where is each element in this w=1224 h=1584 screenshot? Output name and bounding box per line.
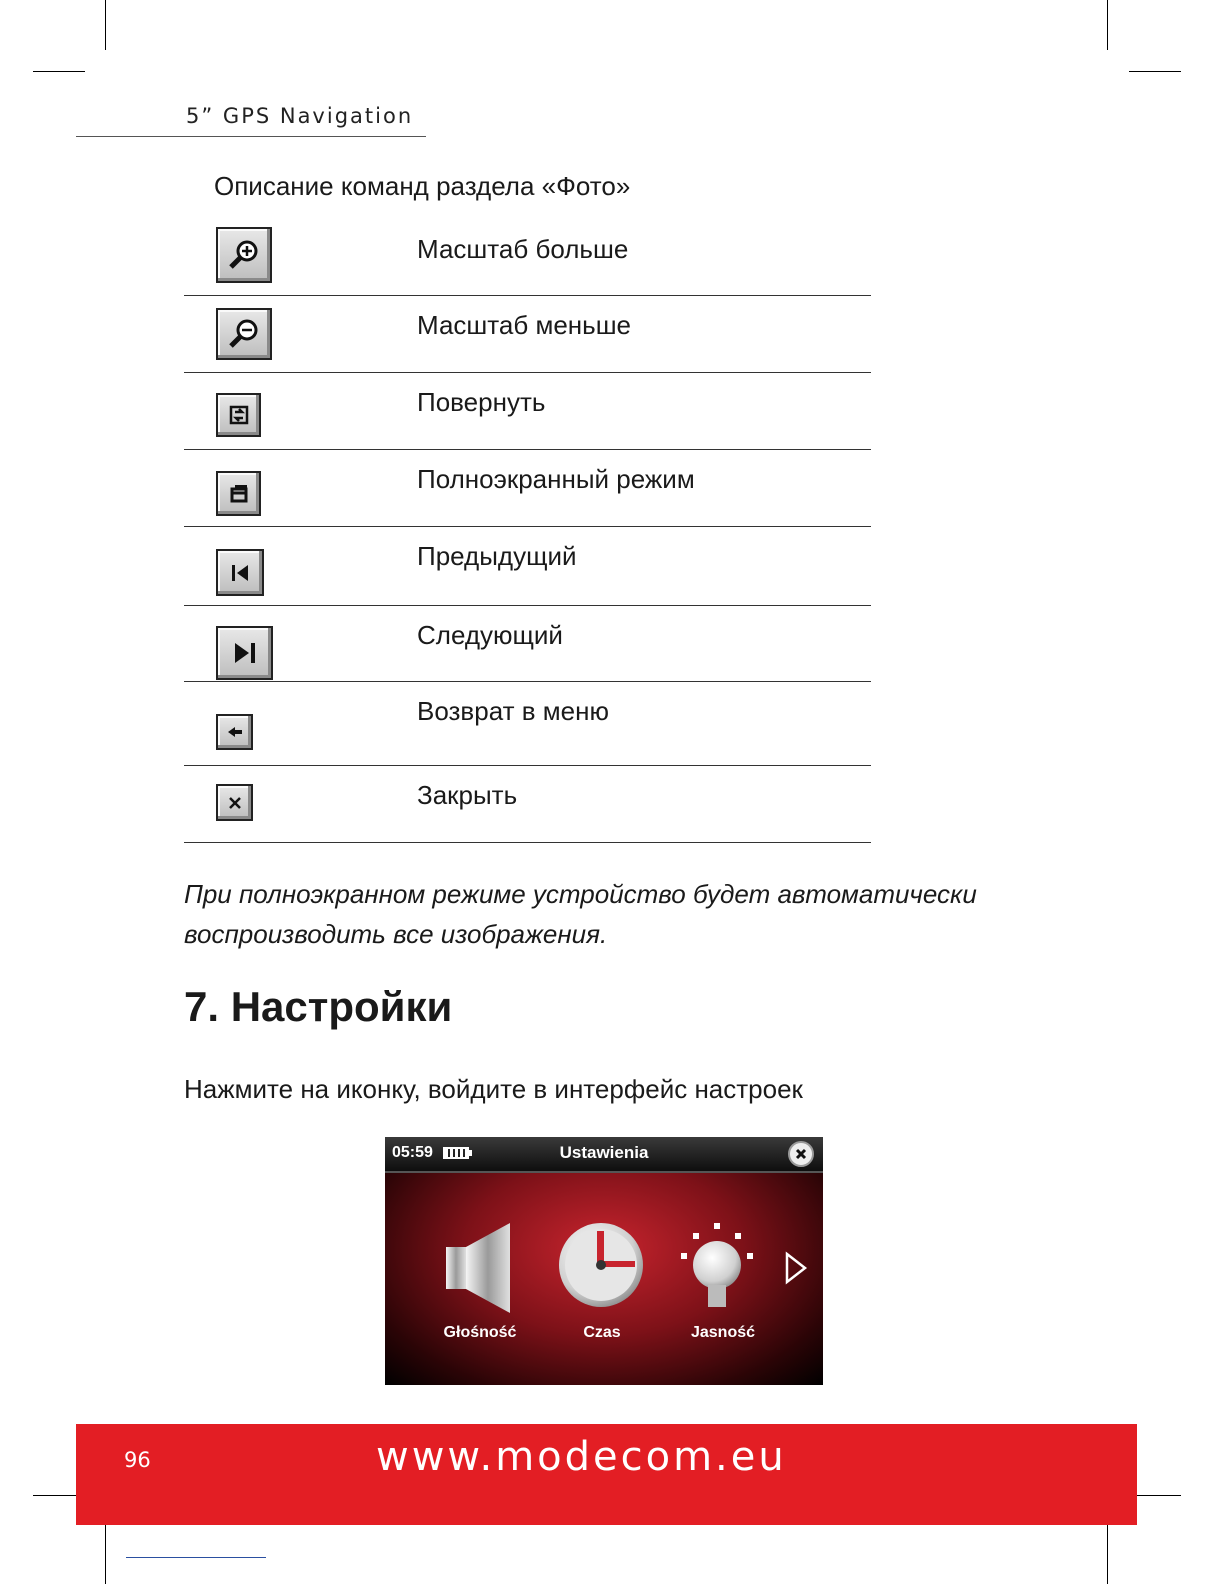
brightness-icon[interactable] <box>675 1219 767 1311</box>
volume-label: Głośność <box>443 1324 517 1341</box>
command-table <box>184 220 871 843</box>
command-label: Масштаб больше <box>417 234 629 264</box>
crop-mark <box>105 0 106 50</box>
command-label: Полноэкранный режим <box>417 464 695 494</box>
previous-icon <box>216 549 264 596</box>
crop-mark <box>1129 71 1181 72</box>
bottom-rule <box>126 1557 266 1558</box>
fullscreen-icon <box>216 471 261 516</box>
crop-mark <box>105 1516 106 1584</box>
next-icon <box>216 626 273 680</box>
command-label: Повернуть <box>417 387 546 417</box>
crop-mark <box>1107 1516 1108 1584</box>
volume-icon[interactable] <box>440 1217 520 1317</box>
device-status-bar <box>385 1137 823 1173</box>
page-number: 96 <box>124 1448 151 1472</box>
section-intro: Описание команд раздела «Фото» <box>214 171 631 201</box>
command-label: Возврат в меню <box>417 696 609 726</box>
return-menu-icon <box>216 714 253 750</box>
table-row <box>184 296 871 373</box>
zoom-out-icon <box>216 308 272 360</box>
header-rule <box>76 136 426 137</box>
running-header: 5” GPS Navigation <box>186 104 414 128</box>
table-row <box>184 373 871 450</box>
clock-icon[interactable] <box>557 1221 645 1309</box>
command-label: Масштаб меньше <box>417 310 632 340</box>
next-page-icon[interactable] <box>783 1251 809 1285</box>
table-row <box>184 527 871 606</box>
table-row <box>184 450 871 527</box>
command-label: Закрыть <box>417 780 518 810</box>
instruction-text: Нажмите на иконку, войдите в интерфейс настроек <box>184 1074 803 1104</box>
device-time: 05:59 <box>392 1144 433 1161</box>
table-row <box>184 766 871 843</box>
table-row <box>184 682 871 766</box>
crop-mark <box>33 71 85 72</box>
device-close-icon[interactable] <box>788 1141 814 1167</box>
zoom-in-icon <box>216 227 272 283</box>
footer-url: www.modecom.eu <box>376 1434 787 1480</box>
time-label: Czas <box>583 1324 621 1341</box>
device-title: Ustawienia <box>559 1143 649 1162</box>
close-icon <box>216 784 253 821</box>
command-label: Предыдущий <box>417 541 577 571</box>
brightness-label: Jasność <box>690 1324 756 1341</box>
command-label: Следующий <box>417 620 563 650</box>
section-title: 7. Настройки <box>184 983 453 1030</box>
crop-mark <box>1107 0 1108 50</box>
rotate-icon <box>216 393 261 437</box>
fullscreen-note: При полноэкранном режиме устройство будет автоматически воспроизводить все изображения. <box>184 879 977 949</box>
table-row <box>184 606 871 682</box>
footer-bar <box>76 1424 1137 1525</box>
settings-screenshot <box>385 1137 823 1385</box>
table-row <box>184 220 871 296</box>
